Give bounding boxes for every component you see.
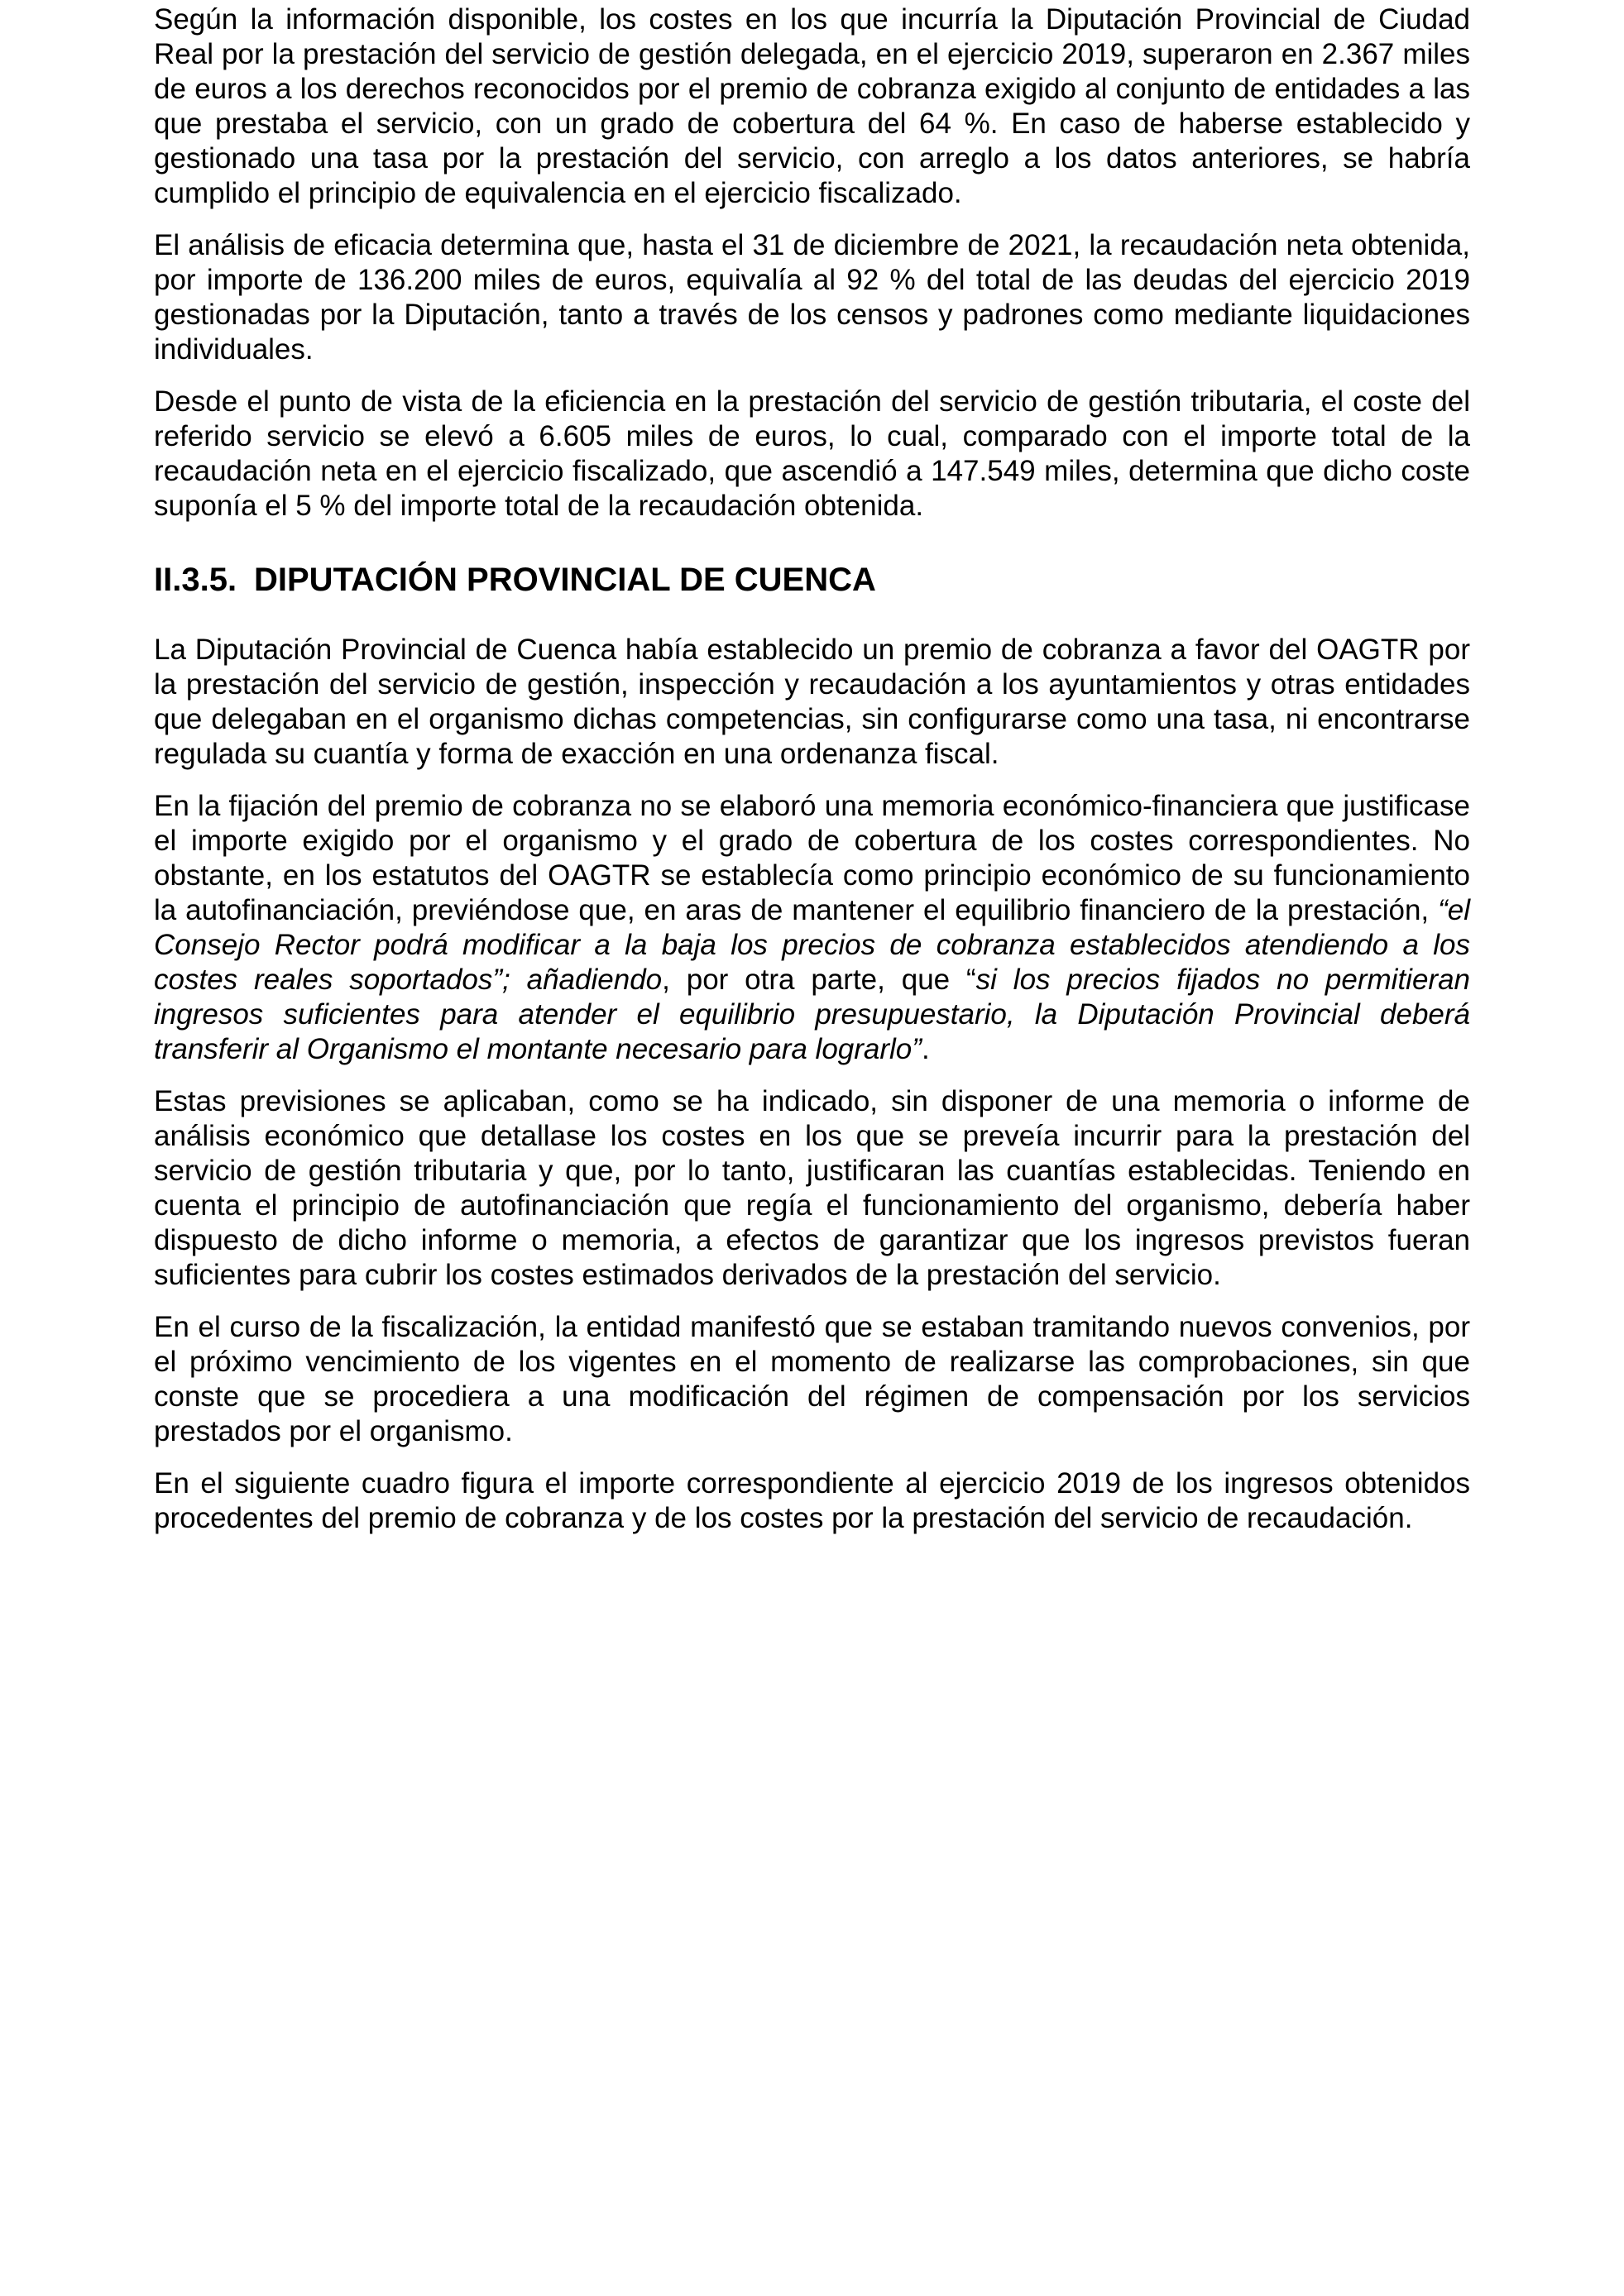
body-text: La Diputación Provincial de Cuenca había establecido un premio de cobranza a favor del OAGTR por la prestación del servicio de gestión, inspección y recaudación a los ayuntamientos y otras entidades que delegaban en el organismo dichas competencias, sin configurarse como una tasa, ni encontrarse regulada su cuantía y forma de exacción en una ordenanza fiscal. [154,634,1470,770]
section-heading-title: DIPUTACIÓN PROVINCIAL DE CUENCA [254,562,876,598]
quoted-italic-text: si los precios fijados no permitieran ingresos suficientes para atender el equilibrio presupuestario, la Diputación Provincial deberá transferir al Organismo el montante necesario para lograrlo” [154,964,1471,1065]
paragraph [154,1466,1470,1536]
body-text: En el curso de la fiscalización, la entidad manifestó que se estaban tramitando nuevos convenios, por el próximo vencimiento de los vigentes en el momento de realizarse las comprobaciones, sin que conste que se procediera a una modificación del régimen de compensación por los servicios prestados por el organismo. [154,1311,1470,1447]
paragraph [154,1084,1470,1293]
paragraph [154,633,1470,772]
body-text: , por otra parte, que “ [662,964,976,996]
body-text: El análisis de eficacia determina que, hasta el 31 de diciembre de 2021, la recaudación neta obtenida, por importe de 136.200 miles de euros, equivalía al 92 % del total de las deudas del ejercicio 2019 gestionadas por la Diputación, tanto a través de los censos y padrones como mediante liquidaciones individuales. [154,229,1470,366]
quoted-italic-text: “el Consejo Rector podrá modificar a la baja los precios de cobranza establecidos atendiendo a los costes reales soportados”; añadiendo [154,894,1470,996]
body-text: Desde el punto de vista de la eficiencia en la prestación del servicio de gestión tributaria, el coste del referido servicio se elevó a 6.605 miles de euros, lo cual, comparado con el importe total de la recaudación neta en el ejercicio fiscalizado, que ascendió a 147.549 miles, determina que dicho coste suponía el 5 % del importe total de la recaudación obtenida. [154,385,1470,522]
paragraph [154,385,1470,524]
body-text: . [921,1033,930,1065]
body-text: En la fijación del premio de cobranza no se elaboró una memoria económico-financiera que justificase el importe exigido por el organismo y el grado de cobertura de los costes correspondientes. No obstante, en los estatutos del OAGTR se establecía como principio económico de su funcionamiento la autofinanciación, previéndose que, en aras de mantener el equilibrio financiero de la prestación, [154,790,1470,926]
document-content [154,2,1470,1553]
paragraph [154,789,1470,1067]
paragraph [154,1310,1470,1449]
section-heading-number: II.3.5. [154,562,237,598]
body-text: En el siguiente cuadro figura el importe correspondiente al ejercicio 2019 de los ingresos obtenidos procedentes del premio de cobranza y de los costes por la prestación del servicio de recaudación. [154,1467,1470,1534]
body-text: Estas previsiones se aplicaban, como se ha indicado, sin disponer de una memoria o informe de análisis económico que detallase los costes en los que se preveía incurrir para la prestación del servicio de gestión tributaria y que, por lo tanto, justificaran las cuantías establecidas. Teniendo en cuenta el principio de autofinanciación que regía el funcionamiento del organismo, debería haber dispuesto de dicho informe o memoria, a efectos de garantizar que los ingresos previstos fueran suficientes para cubrir los costes estimados derivados de la prestación del servicio. [154,1085,1470,1291]
paragraph [154,228,1470,367]
body-text: Según la información disponible, los costes en los que incurría la Diputación Provincial de Ciudad Real por la prestación del servicio de gestión delegada, en el ejercicio 2019, superaron en 2.367 miles de euros a los derechos reconocidos por el premio de cobranza exigido al conjunto de entidades a las que prestaba el servicio, con un grado de cobertura del 64 %. En caso de haberse establecido y gestionado una tasa por la prestación del servicio, con arreglo a los datos anteriores, se habría cumplido el principio de equivalencia en el ejercicio fiscalizado. [154,3,1470,209]
paragraph [154,2,1470,211]
section-heading [154,560,1470,600]
